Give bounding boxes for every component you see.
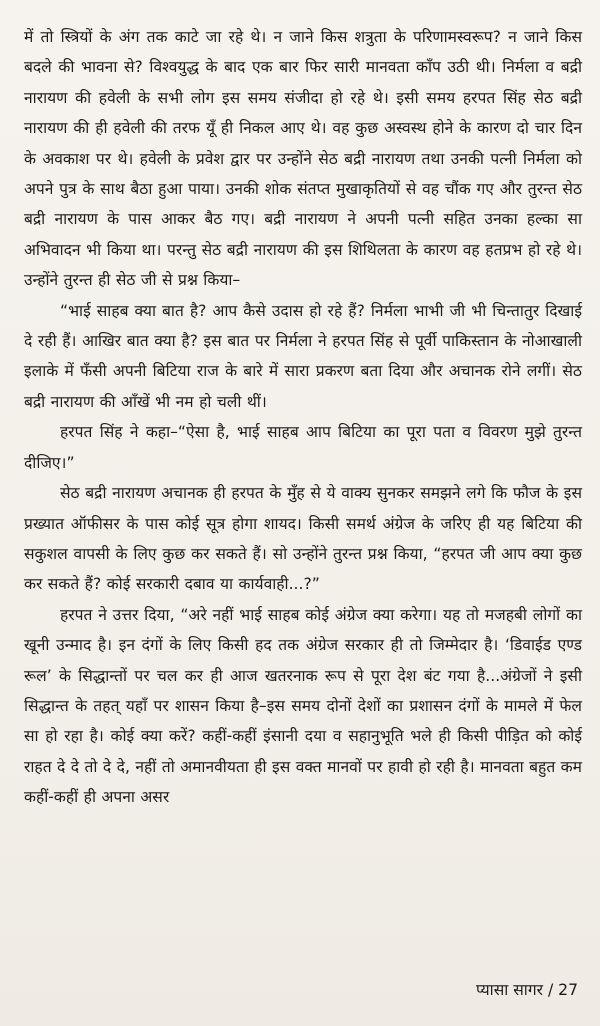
paragraph-5: हरपत ने उत्तर दिया, “अरे नहीं भाई साहब कोई अंग्रेज क्या करेगा। यह तो मजहबी लोगों का खूनी उन्माद है। इन दंगों के लिए किसी हद तक अंग्रेज सरकार ही तो जिम्मेदार है। ‘डिवाईड एण्ड रूल’ के सिद्धान्तों पर चल कर ही आज खतरनाक रूप से पूरा देश बंट गया है...अंग्रेजों ने इसी सिद्धान्त के तहत् यहाँ पर शासन किया है–इस समय दोनों देशों का प्रशासन दंगों के मामले में फेल सा हो रहा है। कोई क्या करें? कहीं-कहीं इंसानी दया व सहानुभूति भले ही किसी पीड़ित को कोई राहत दे दे तो दे दे, नहीं तो अमानवीयता ही इस वक्त मानवों पर हावी हो रही है। मानवता बहुत कम कहीं-कहीं ही अपना असर xyxy=(24,605,582,807)
paragraph-1: में तो स्त्रियों के अंग तक काटे जा रहे थे। न जाने किस शत्रुता के परिणामस्वरूप? न जाने किस बदले की भावना से? विश्वयुद्ध के बाद एक बार फिर सारी मानवता काँप उठी थी। निर्मला व बद्री नारायण की हवेली के सभी लोग इस समय संजीदा हो रहे थे। इसी समय हरपत सिंह सेठ बद्री नारायण की ही हवेली की तरफ यूँ ही निकल आए थे। वह कुछ अस्वस्थ होने के कारण दो चार दिन के अवकाश पर थे। हवेली के प्रवेश द्वार पर उन्होंने सेठ बद्री नारायण तथा उनकी पत्नी निर्मला को अपने पुत्र के साथ बैठा हुआ पाया। उनकी शोक संतप्त मुखाकृतियों से वह चौंक गए और तुरन्त सेठ बद्री नारायण के पास आकर बैठ गए। बद्री नारायण ने अपनी पत्नी सहित उनका हल्का सा अभिवादन भी किया था। परन्तु सेठ बद्री नारायण की इस शिथिलता के कारण वह हतप्रभ हो रहे थे। उन्होंने तुरन्त ही सेठ जी से प्रश्न किया– xyxy=(24,28,582,290)
paragraph-2: “भाई साहब क्या बात है? आप कैसे उदास हो रहे हैं? निर्मला भाभी जी भी चिन्तातुर दिखाई दे रही हैं। आखिर बात क्या है? इस बात पर निर्मला ने हरपत सिंह से पूर्वी पाकिस्तान के नोआखाली इलाके में फँसी अपनी बिटिया राज के बारे में सारा प्रकरण बता दिया और अचानक रोने लगीं। सेठ बद्री नारायण की आँखें भी नम हो चली थीं। xyxy=(24,301,582,411)
page-footer: प्यासा सागर / 27 xyxy=(475,981,578,999)
page-body xyxy=(24,22,582,813)
paragraph-4: सेठ बद्री नारायण अचानक ही हरपत के मुँह से ये वाक्य सुनकर समझने लगे कि फौज के इस प्रख्यात ऑफीसर के पास कोई सूत्र होगा शायद। किसी समर्थ अंग्रेज के जरिए ही यह बिटिया की सकुशल वापसी के लिए कुछ कर सकते हैं। सो उन्होंने तुरन्त प्रश्न किया, “हरपत जी आप क्या कुछ कर सकते हैं? कोई सरकारी दबाव या कार्यवाही...?” xyxy=(24,484,582,594)
paragraph-3: हरपत सिंह ने कहा–“ऐसा है, भाई साहब आप बिटिया का पूरा पता व विवरण मुझे तुरन्त दीजिए।” xyxy=(24,423,582,472)
